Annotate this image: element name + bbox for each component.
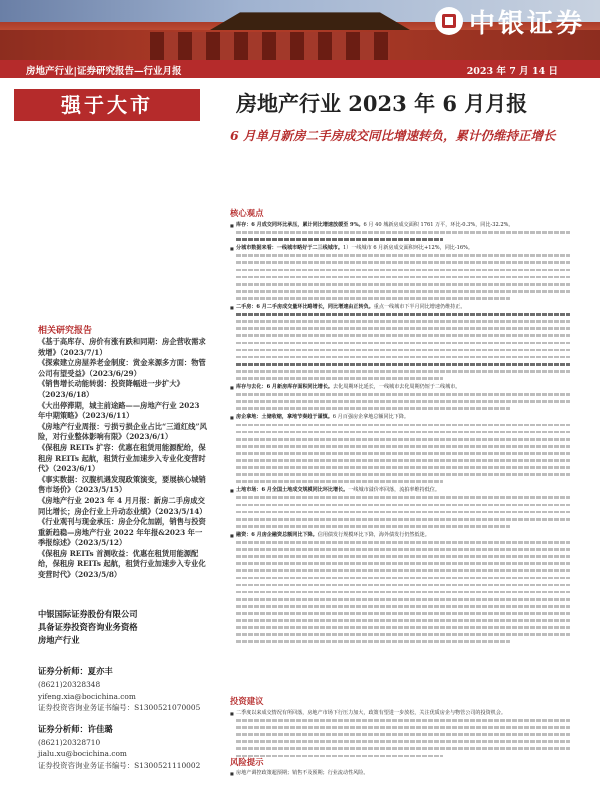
list-item[interactable]: 《探索建立房屋养老金制度：赏金来源多方面：物管公司有望受益》（2023/6/29） — [38, 358, 206, 378]
invest-point: ■ 二季度以来成交情况有所回落，房地产市场下行压力加大，政策有望进一步放松，关注优质房企与物管公司的投资机会。 — [230, 710, 570, 760]
core-point: ■ 库存：6 月成交同环比承压，累计同比增速放缓至 9%。6 月 40 城新房成交面积 1761 万平，环比-0.3%，同比-32.2%。 — [230, 222, 570, 243]
list-item[interactable]: 《事实数据：汉腹机遇发现政策演变，要展核心城销售市场价》（2023/5/15） — [38, 474, 206, 495]
firm-name: 中银国际证券股份有限公司 — [38, 609, 138, 619]
analyst-cert: 证券投资咨询业务证书编号：S1300521110002 — [38, 760, 201, 770]
report-category: 房地产行业|证券研究报告—行业月报 — [26, 66, 182, 77]
risk-point: ■ 房地产调控政策超预期；销售不及预期；行业流动性风险。 — [230, 770, 570, 777]
list-item[interactable]: 《房地产行业 2023 年 4 月月报：新房二手房成交同比增长；房企行业上升动态业绩》（2023/5/14） — [38, 495, 207, 516]
core-points — [230, 222, 570, 647]
sidebar — [14, 80, 207, 800]
analyst-cert: 证券投资咨询业务证书编号：S1300521070005 — [38, 703, 201, 713]
firm-sector: 房地产行业 — [38, 635, 80, 645]
core-point: ■ 土地市场：6 月全国土地成交规模同比环比增长。一线城市溢价率回落，流拍率维持低位。 — [230, 487, 570, 530]
core-point: ■ 库存与去化：6 月新房库存面积同比增长。去化周期环比延长，一线城市去化周期仍短于二线城市。 — [230, 384, 570, 412]
related-reports-heading: 相关研究报告 — [38, 326, 93, 336]
analyst-email[interactable]: yifeng.xia@bocichina.com — [38, 691, 136, 701]
firm-qualification: 具备证券投资咨询业务资格 — [38, 622, 138, 632]
main-content — [230, 80, 590, 800]
risk-heading: 风险提示 — [230, 757, 264, 767]
analyst-phone: (8621)20328710 — [38, 738, 101, 748]
report-type-bar — [0, 60, 600, 78]
analyst-phone: (8621)20328348 — [38, 680, 101, 690]
core-point: ■ 分城市数据来看：一线城市略好于二三线城市。1）一线城市 6 月新房成交面积环比+12%，同比-16%。 — [230, 245, 570, 302]
rating-badge: 强于大市 — [14, 89, 200, 121]
brand-logo — [435, 6, 595, 39]
banner-gate — [150, 32, 390, 60]
boc-logo-icon — [435, 7, 463, 35]
report-date: 2023 年 7 月 14 日 — [466, 66, 558, 77]
core-point: ■ 二手房：6 月二手房成交量环比略增长，同比增速由正转负。重点一线城市下半月同比增速仍维持正。 — [230, 304, 570, 382]
list-item[interactable]: 《行业观刊与现金承压：房企分化加剧，销售与投资重新趋稳—房地产行业 2022 年年报&2023 年一季报综述》（2023/5/12） — [38, 517, 206, 548]
list-item[interactable]: 《销售增长动能转弱：投资降幅进一步扩大》（2023/6/18） — [38, 379, 184, 399]
analyst-email[interactable]: jialu.xu@bocichina.com — [38, 749, 127, 759]
header-banner — [0, 0, 600, 60]
list-item[interactable]: 《保租房 REITs 首测收益：优惠在租赁用能源配给，保租房 REITs 起航，租赁行业加速步入专业化变营时代》（2023/5/8） — [38, 548, 206, 580]
list-item[interactable]: 《大出停滞期，城主前途路——房地产行业 2023 年中期策略》（2023/6/11） — [38, 400, 200, 421]
invest-text-block — [230, 710, 570, 762]
invest-heading: 投资建议 — [230, 696, 264, 706]
list-item[interactable]: 《基于高库存、房价有涨有跌和同期：房企营收需求效增》（2023/7/1） — [38, 337, 206, 357]
core-point: ■ 房企拿地：土储收缩，拿地节奏趋于谨慎。6 月百强房企拿地总额同比下降。 — [230, 414, 570, 485]
core-point: ■ 融资：6 月房企融资总额同比下降。信用债发行规模环比下降，海外债发行仍然低迷。 — [230, 532, 570, 646]
list-item[interactable]: 《保租房 REITs 扩容：优惠在租赁用能源配给，保租房 REITs 起航，租赁行业加速步入专业化变营时代》（2023/6/1） — [38, 442, 206, 474]
analyst-block — [38, 666, 200, 771]
risk-text-block — [230, 770, 570, 779]
related-reports-list — [38, 337, 208, 581]
brand-name: 中银证券 — [469, 8, 586, 39]
firm-block — [38, 608, 138, 647]
page-title: 房地产行业 2023 年 6 月月报 — [236, 91, 528, 116]
analyst-name: 证券分析师：夏亦丰 — [38, 666, 113, 676]
list-item[interactable]: 《房地产行业周报：亏损亏损企业占比“三道红线”风险，对行业整体影响有限》（2023/6/1） — [38, 421, 207, 442]
page-subtitle: 6 月单月新房二手房成交同比增速转负，累计仍维持正增长 — [230, 128, 556, 143]
analyst-name: 证券分析师：许佳璐 — [38, 723, 113, 734]
core-heading: 核心观点 — [230, 208, 264, 218]
